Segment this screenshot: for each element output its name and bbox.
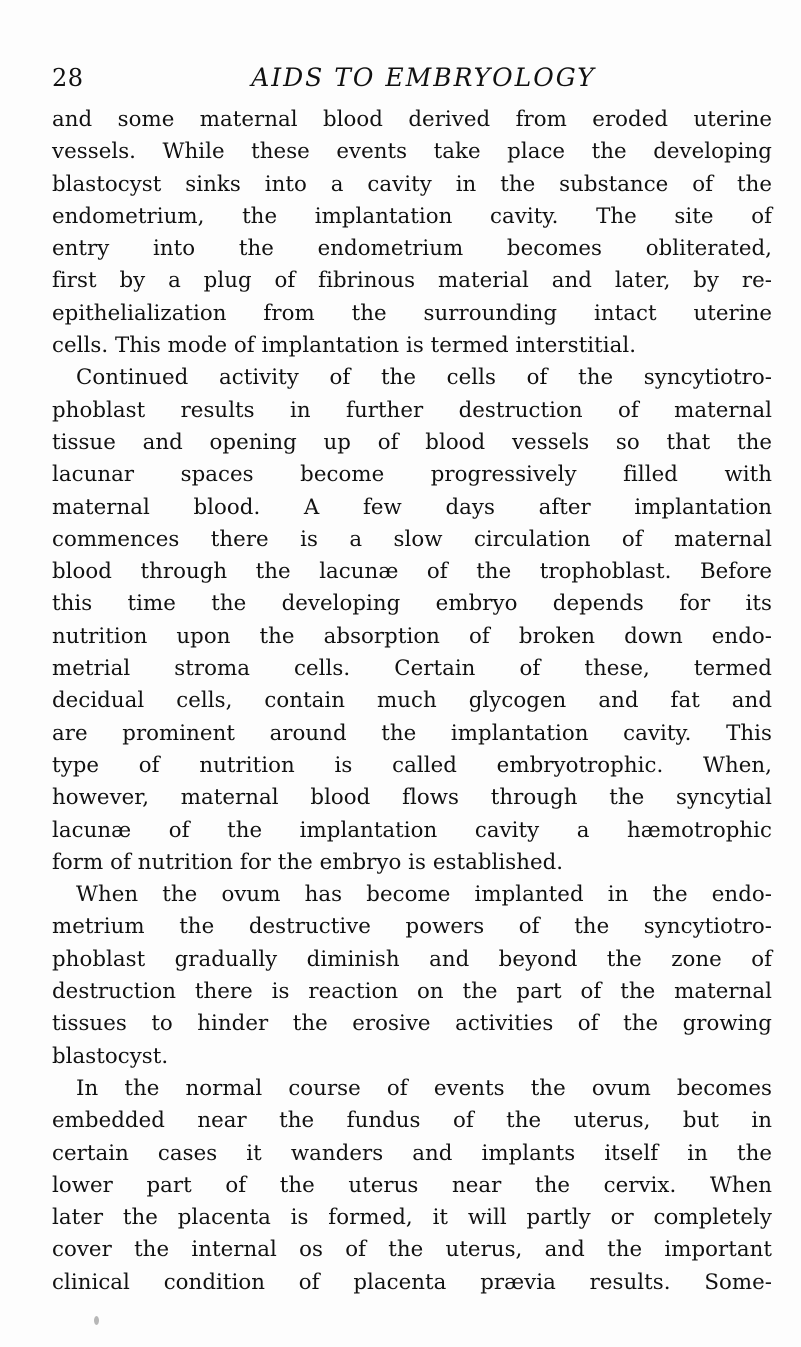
text-line: cover the internal os of the uterus, and the important [52,1237,772,1263]
text-line: and some maternal blood derived from eroded uterine [52,107,772,132]
text-line: metrial stroma cells. Certain of these, termed [52,656,772,682]
text-line: destruction there is reaction on the part of the maternal [52,979,772,1005]
text-line: lower part of the uterus near the cervix. When [52,1172,772,1198]
text-line: entry into the endometrium becomes obliterated, [52,236,772,262]
text-line: first by a plug of fibrinous material and later, by re- [52,268,772,294]
text-line: however, maternal blood flows through the syncytial [52,785,772,811]
paragraph-start-line: When the ovum has become implanted in the endo- [76,882,772,908]
page-number: 28 [52,64,84,92]
text-line: this time the developing embryo depends for its [52,591,772,617]
text-line: lacunar spaces become progressively filled with [52,462,772,488]
print-speck [94,1316,99,1325]
text-line: tissue and opening up of blood vessels so that the [52,429,772,455]
text-line: tissues to hinder the erosive activities of the growing [52,1011,772,1037]
text-line: phoblast results in further destruction of maternal [52,397,772,423]
text-line: are prominent around the implantation cavity. This [52,720,772,746]
text-line: type of nutrition is called embryotrophic. When, [52,752,772,778]
paragraph-start-line: In the normal course of events the ovum becomes [76,1075,772,1101]
text-line: maternal blood. A few days after implantation [52,494,772,520]
text-line: blastocyst sinks into a cavity in the substance of the [52,171,772,197]
text-line: phoblast gradually diminish and beyond the zone of [52,946,772,972]
text-line: cells. This mode of implantation is termed interstitial. [52,333,637,359]
text-line: blastocyst. [52,1043,169,1069]
text-line: form of nutrition for the embryo is established. [52,849,564,875]
running-head [52,58,765,98]
text-line: vessels. While these events take place the developing [52,139,772,165]
text-line: embedded near the fundus of the uterus, but in [52,1108,772,1134]
text-line: nutrition upon the absorption of broken down endo- [52,623,772,649]
text-line: lacunæ of the implantation cavity a hæmotrophic [52,817,772,843]
paragraph-start-line: Continued activity of the cells of the syncytiotro- [76,365,772,391]
text-line: later the placenta is formed, it will partly or completely [52,1205,772,1231]
text-line: metrium the destructive powers of the syncytiotro- [52,914,772,940]
text-line: epithelialization from the surrounding intact uterine [52,300,772,326]
text-line: certain cases it wanders and implants itself in the [52,1140,772,1166]
text-line: endometrium, the implantation cavity. The site of [52,203,772,229]
running-title: AIDS TO EMBRYOLOGY [251,63,596,92]
text-line: commences there is a slow circulation of maternal [52,526,772,552]
text-line: decidual cells, contain much glycogen and fat and [52,688,772,714]
body-text [52,104,772,1299]
text-line: blood through the lacunæ of the trophoblast. Before [52,559,772,585]
text-line: clinical condition of placenta prævia results. Some- [52,1269,772,1295]
